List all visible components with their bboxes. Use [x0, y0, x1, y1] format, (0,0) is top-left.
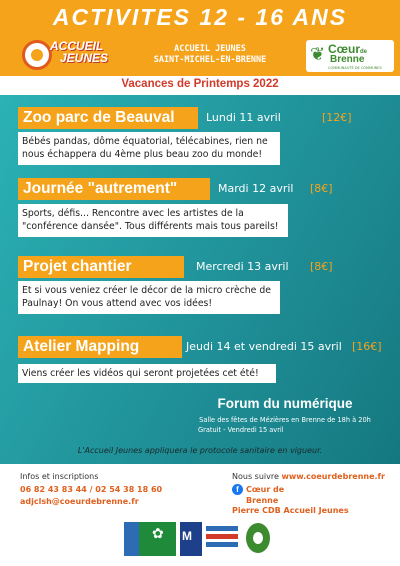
forum-date: Gratuit - Vendredi 15 avril: [198, 426, 284, 434]
info-title: Infos et inscriptions: [20, 472, 99, 481]
forum-title: Forum du numérique: [217, 396, 353, 411]
partner-logo-sport: [206, 522, 238, 556]
activity-date: Lundi 11 avril: [206, 111, 281, 124]
activity-date: Jeudi 14 et vendredi 15 avril: [186, 340, 342, 353]
activity-title: Projet chantier: [18, 256, 184, 278]
forum-section: [190, 396, 380, 435]
facebook-icon[interactable]: f: [232, 484, 243, 495]
page-title: ACTIVITES 12 - 16 ANS: [52, 4, 348, 30]
partner-logo-msa: [180, 522, 202, 556]
activity-description: Et si vous veniez créer le décor de la micro crèche de Paulnay! On vous attend avec vos idées!: [18, 281, 280, 314]
facebook-page-link[interactable]: Pierre CDB Accueil Jeunes: [232, 506, 349, 515]
coeur-de-brenne-logo: ❦ Cœurde Brenne COMMUNAUTÉ DE COMMUNES: [306, 40, 394, 72]
activity-price: [8€]: [310, 260, 333, 273]
header-banner: [0, 0, 400, 76]
logo-accueil-text: ACCUEIL: [50, 39, 104, 53]
activity-title: Atelier Mapping: [18, 336, 182, 358]
activity-date: Mercredi 13 avril: [196, 260, 289, 273]
activity-price: [8€]: [310, 182, 333, 195]
heart-icon: ❦: [310, 44, 326, 65]
holiday-subtitle: Vacances de Printemps 2022: [121, 78, 279, 90]
activity-title: Journée "autrement": [18, 178, 210, 200]
footer: [0, 464, 400, 566]
email-link[interactable]: adjclsh@coeurdebrenne.fr: [20, 497, 139, 506]
activity-price: [16€]: [352, 340, 382, 353]
accueil-jeunes-logo: [22, 40, 114, 70]
follow-line: Nous suivre www.coeurdebrenne.fr: [232, 472, 385, 481]
partner-logo-region: [244, 522, 272, 556]
organization-name: ACCUEIL JEUNES SAINT-MICHEL-EN-BRENNE: [153, 44, 267, 65]
logo-jeunes-text: JEUNES: [60, 51, 109, 65]
phone-numbers: 06 82 43 83 44 / 02 54 38 18 60: [20, 485, 163, 494]
facebook-link[interactable]: Cœur de Brenne: [246, 485, 285, 505]
activity-price: [12€]: [322, 111, 352, 124]
activity-date: Mardi 12 avril: [218, 182, 294, 195]
msa-icon: M: [182, 529, 192, 543]
region-emblem-icon: [246, 523, 270, 553]
activity-description: Bébés pandas, dôme équatorial, télécabines, rien ne nous échappera du 4ème plus beau zoo du monde!: [18, 132, 280, 165]
forum-location: Salle des fêtes de Mézières en Brenne de 18h à 20h: [199, 416, 371, 424]
logo-ring-icon: [22, 40, 52, 70]
caf-icon: ✿: [152, 526, 164, 542]
activity-title: Zoo parc de Beauval: [18, 107, 198, 129]
partner-logo-caf: [124, 522, 176, 556]
website-link[interactable]: www.coeurdebrenne.fr: [281, 472, 385, 481]
sanitary-notice: L'Accueil Jeunes appliquera le protocole sanitaire en vigueur.: [77, 446, 323, 455]
activity-description: Sports, défis... Rencontre avec les artistes de la "conférence dansée". Tous différents mais tous pareils!: [18, 204, 288, 237]
activity-description: Viens créer les vidéos qui seront projetées cet été!: [18, 364, 276, 383]
